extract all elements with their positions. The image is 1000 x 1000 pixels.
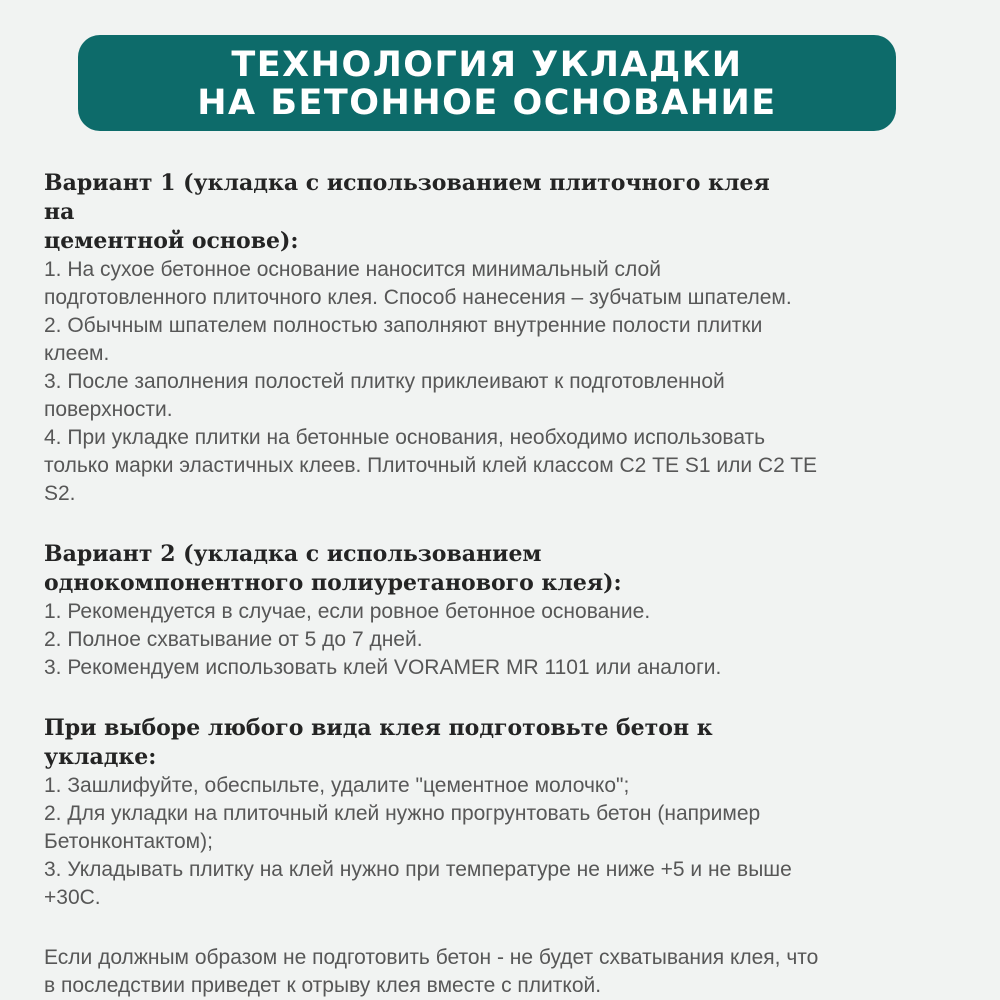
list-item: [44, 312, 964, 368]
list-item: [44, 654, 964, 682]
section-heading-line: цементной основе):: [44, 228, 299, 254]
list-item-line: S2.: [44, 482, 76, 505]
list-item-line: клеем.: [44, 342, 110, 365]
section-heading-line: Вариант 2 (укладка с использованием: [44, 541, 542, 567]
list-item: [44, 626, 964, 654]
section-variant-2: [44, 540, 964, 682]
section-heading-line: укладке:: [44, 744, 157, 770]
list-item-line: 1. Зашлифуйте, обеспыльте, удалите "цементное молочко";: [44, 774, 630, 797]
list-item-line: 2. Для укладки на плиточный клей нужно прогрунтовать бетон (например: [44, 802, 761, 825]
section-heading-line: на: [44, 199, 75, 225]
section-heading-line: Вариант 1 (укладка с использованием плиточного клея: [44, 170, 770, 196]
list-item-line: 4. При укладке плитки на бетонные основания, необходимо использовать: [44, 426, 766, 449]
list-item-line: 3. Рекомендуем использовать клей VORAMER MR 1101 или аналоги.: [44, 656, 722, 679]
list-item: [44, 424, 964, 508]
section-concrete-preparation: [44, 714, 964, 912]
list-item: [44, 856, 964, 912]
list-item-line: 1. На сухое бетонное основание наносится минимальный слой: [44, 258, 661, 281]
section-heading-line: однокомпонентного полиуретанового клея):: [44, 570, 622, 596]
section-heading: [44, 714, 964, 772]
warning-note-line: в последствии приведет к отрыву клея вместе с плиткой.: [44, 974, 602, 997]
section-heading-line: При выборе любого вида клея подготовьте бетон к: [44, 715, 713, 741]
list-item-line: 2. Обычным шпателем полностью заполняют внутренние полости плитки: [44, 314, 763, 337]
list-item-line: +30С.: [44, 886, 101, 909]
list-item-line: только марки эластичных клеев. Плиточный клей классом С2 TE S1 или C2 TE: [44, 454, 818, 477]
section-variant-1: [44, 169, 964, 508]
warning-note: [44, 944, 964, 1000]
list-item-line: поверхности.: [44, 398, 173, 421]
instructions-content: [44, 169, 964, 1000]
list-item: [44, 772, 964, 800]
list-item: [44, 598, 964, 626]
list-item: [44, 368, 964, 424]
header-title-line-2: НА БЕТОННОЕ ОСНОВАНИЕ: [197, 83, 777, 123]
list-item: [44, 800, 964, 856]
header-banner: [78, 35, 896, 131]
list-item-line: 1. Рекомендуется в случае, если ровное бетонное основание.: [44, 600, 651, 623]
list-item: [44, 256, 964, 312]
list-item-line: 3. После заполнения полостей плитку приклеивают к подготовленной: [44, 370, 725, 393]
section-heading: [44, 540, 964, 598]
header-title-line-1: ТЕХНОЛОГИЯ УКЛАДКИ: [231, 45, 743, 85]
list-item-line: подготовленного плиточного клея. Способ нанесения – зубчатым шпателем.: [44, 286, 792, 309]
list-item-line: 3. Укладывать плитку на клей нужно при температуре не ниже +5 и не выше: [44, 858, 792, 881]
list-item-line: Бетонконтактом);: [44, 830, 213, 853]
section-heading: [44, 169, 964, 256]
list-item-line: 2. Полное схватывание от 5 до 7 дней.: [44, 628, 423, 651]
warning-note-line: Если должным образом не подготовить бетон - не будет схватывания клея, что: [44, 946, 819, 969]
